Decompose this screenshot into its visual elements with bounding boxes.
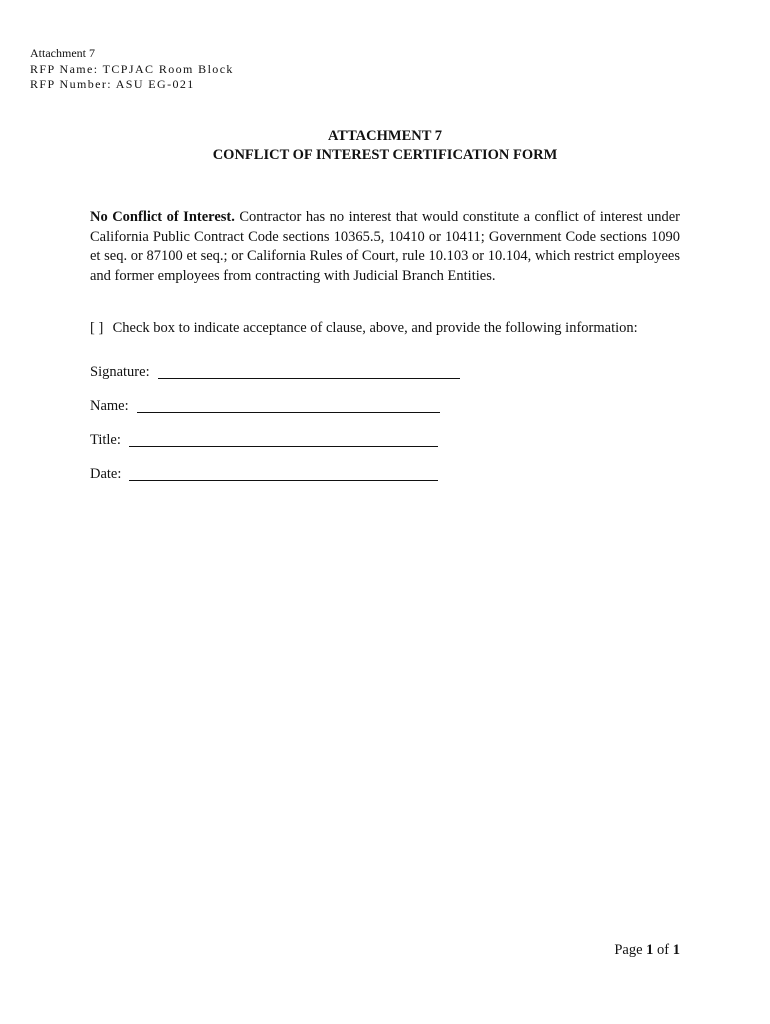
title-line[interactable] <box>129 446 438 447</box>
signature-label: Signature: <box>90 364 150 380</box>
form-name-title: CONFLICT OF INTEREST CERTIFICATION FORM <box>212 147 558 163</box>
date-field <box>90 465 438 484</box>
document-header <box>30 46 234 93</box>
page-mid: of <box>653 942 673 958</box>
page-total: 1 <box>672 942 680 958</box>
date-line[interactable] <box>129 480 438 481</box>
signature-line[interactable] <box>158 378 460 379</box>
name-label: Name: <box>90 398 129 414</box>
no-conflict-clause <box>90 208 680 286</box>
clause-heading: No Conflict of Interest. <box>90 209 235 225</box>
acceptance-line <box>90 319 638 338</box>
form-title <box>0 127 770 165</box>
rfp-name: RFP Name: TCPJAC Room Block <box>30 61 234 76</box>
clause-body: Contractor has no interest that would constitute a conflict of interest under California Public Contract Code sections 10365.5, 10410 or 10411; Government Code sections 1090 et seq. or 87100 et seq.; or California Rules of Court, rule 10.103 or 10.104, which restrict employees and former employees from contracting with Judicial Branch Entities. <box>90 209 680 284</box>
page-prefix: Page <box>614 942 647 958</box>
rfp-number: RFP Number: ASU EG-021 <box>30 77 195 91</box>
page-number <box>614 941 680 960</box>
acceptance-text: Check box to indicate acceptance of clause, above, and provide the following information: <box>112 320 638 336</box>
page-current: 1 <box>646 942 654 958</box>
name-line[interactable] <box>137 412 440 413</box>
title-field <box>90 431 438 450</box>
signature-field <box>90 363 460 382</box>
name-field <box>90 397 440 416</box>
attachment-label: Attachment 7 <box>30 46 95 60</box>
title-label: Title: <box>90 432 121 448</box>
date-label: Date: <box>90 466 122 482</box>
attachment-title: ATTACHMENT 7 <box>328 128 442 144</box>
acceptance-checkbox[interactable]: [ ] <box>90 320 104 336</box>
